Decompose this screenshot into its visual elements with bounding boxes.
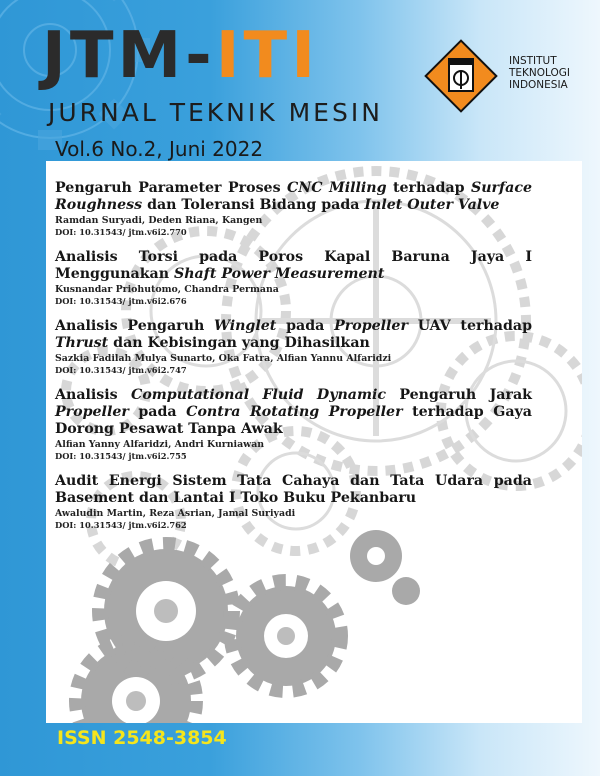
article-authors: Sazkia Fadilah Mulya Sunarto, Oka Fatra, Alfian Yannu Alfaridzi bbox=[55, 353, 392, 364]
journal-logo bbox=[42, 19, 319, 93]
article-title-segment: Pengaruh Jarak bbox=[386, 387, 532, 403]
article-title-segment: Shaft Power Measurement bbox=[174, 266, 385, 282]
issue-volume: Vol.6 No.2, Juni 2022 bbox=[55, 137, 264, 161]
article-title-segment: Propeller bbox=[55, 404, 129, 420]
article-title-segment: UAV terhadap bbox=[407, 318, 532, 334]
article-entry bbox=[55, 180, 532, 238]
article-title bbox=[55, 180, 532, 214]
institution-name-line1: INSTITUT bbox=[509, 55, 557, 67]
article-authors: Alfian Yanny Alfaridzi, Andri Kurniawan bbox=[55, 439, 265, 450]
institution-name bbox=[509, 55, 570, 91]
article-title-segment: Analisis Pengaruh bbox=[55, 318, 215, 334]
article-title-segment: CNC Milling bbox=[287, 180, 387, 196]
article-title-segment: Propeller bbox=[334, 318, 408, 334]
article-entry bbox=[55, 318, 532, 376]
article-title bbox=[55, 318, 532, 352]
article-title-segment: terhadap Gaya Dorong Pesawat Tanpa Awak bbox=[55, 404, 532, 437]
institution-name-line2: TEKNOLOGI bbox=[509, 67, 571, 79]
article-entry bbox=[55, 249, 532, 307]
article-title-segment: Computational Fluid Dynamic bbox=[131, 387, 386, 403]
article-entry bbox=[55, 473, 532, 531]
article-authors: Awaludin Martin, Reza Asrian, Jamal Suriyadi bbox=[55, 508, 296, 519]
article-doi: DOI: 10.31543/ jtm.v6i2.762 bbox=[55, 520, 187, 530]
article-title-segment: Inlet Outer Valve bbox=[364, 197, 500, 213]
article-title-segment: Surface Roughness bbox=[55, 180, 532, 213]
issn-number: ISSN 2548-3854 bbox=[57, 727, 227, 749]
journal-subtitle: JURNAL TEKNIK MESIN bbox=[48, 98, 383, 127]
article-entry bbox=[55, 387, 532, 462]
article-title-segment: pada bbox=[128, 404, 187, 420]
article-doi: DOI: 10.31543/ jtm.v6i2.770 bbox=[55, 227, 187, 237]
article-title-segment: dan Toleransi Bidang pada bbox=[142, 197, 365, 213]
article-title-segment: Winglet bbox=[214, 318, 277, 334]
logo-jtm: JTM- bbox=[42, 19, 216, 93]
article-title-segment: Pengaruh Parameter Proses bbox=[55, 180, 288, 196]
article-title-segment: Analisis bbox=[55, 387, 132, 403]
article-doi: DOI: 10.31543/ jtm.v6i2.747 bbox=[55, 365, 187, 375]
article-title-segment: Contra Rotating Propeller bbox=[186, 404, 403, 420]
article-list bbox=[55, 180, 532, 542]
article-title-segment: Thrust bbox=[55, 335, 109, 351]
article-title-segment: pada bbox=[276, 318, 335, 334]
article-title-segment: Audit Energi Sistem Tata Cahaya dan Tata Udara pada Basement dan Lantai I Toko Buku Pekanbaru bbox=[55, 473, 532, 506]
article-title bbox=[55, 473, 532, 507]
logo-iti: ITI bbox=[215, 19, 319, 93]
article-doi: DOI: 10.31543/ jtm.v6i2.755 bbox=[55, 451, 187, 461]
institution-name-line3: INDONESIA bbox=[509, 79, 568, 91]
article-title bbox=[55, 387, 532, 438]
article-title bbox=[55, 249, 532, 283]
institution-emblem-icon bbox=[422, 37, 500, 115]
article-title-segment: dan Kebisingan yang Dihasilkan bbox=[108, 335, 370, 351]
article-title-segment: Analisis Torsi pada Poros Kapal Baruna Jaya I Menggunakan bbox=[55, 249, 532, 282]
article-authors: Kusnandar Priohutomo, Chandra Permana bbox=[55, 284, 279, 295]
article-title-segment: terhadap bbox=[386, 180, 471, 196]
article-authors: Ramdan Suryadi, Deden Riana, Kangen bbox=[55, 215, 263, 226]
article-doi: DOI: 10.31543/ jtm.v6i2.676 bbox=[55, 296, 187, 306]
